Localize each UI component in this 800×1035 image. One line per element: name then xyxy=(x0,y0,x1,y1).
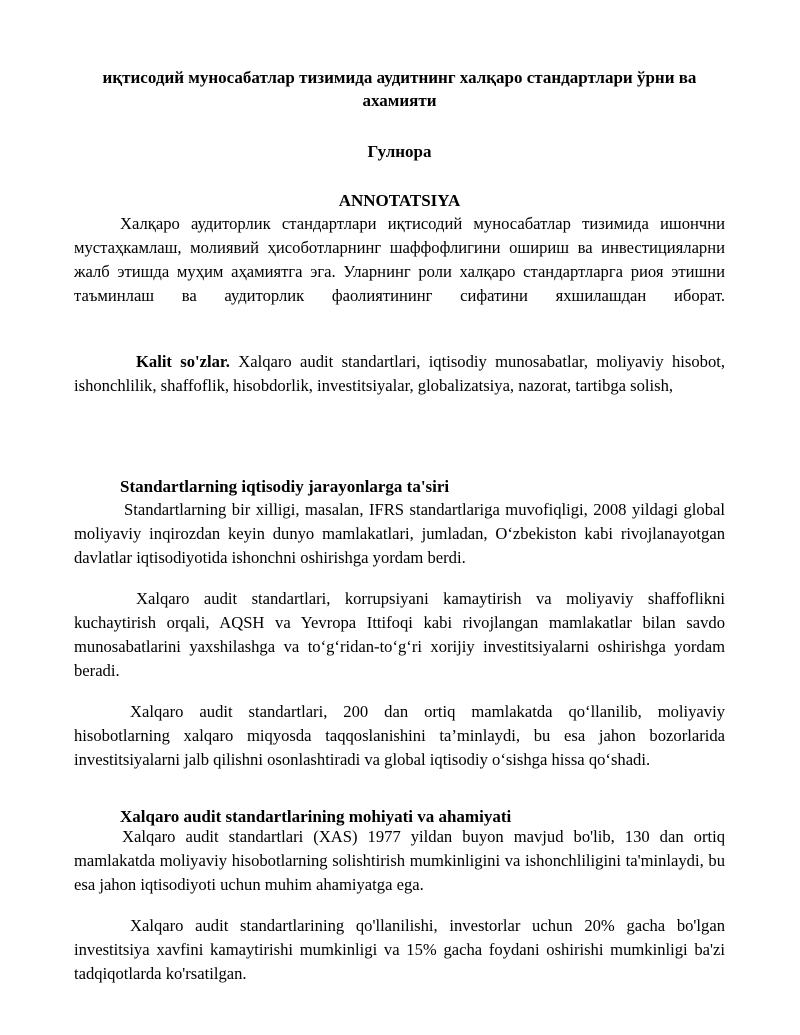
section-heading-1: Standartlarning iqtisodiy jarayonlarga ta'siri xyxy=(120,477,450,496)
author-name: Гулнора xyxy=(367,142,432,161)
annotation-heading: ANNOTATSIYA xyxy=(338,191,461,210)
document-title: иқтисодий муносабатлар тизимида аудитнинг халқаро стандартлари ўрни ва ахамияти xyxy=(102,68,697,110)
section2-paragraph-1: Xalqaro audit standartlari (XAS) 1977 yildan buyon mavjud bo'lib, 130 dan ortiq mamlakatda moliyaviy hisobotlarning solishtirish mumkinligini va ishonchliligini ta'minlaydi, bu esa jahon iqtisodiyoti uchun muhim ahamiyatga ega. xyxy=(74,827,725,894)
section1-paragraph-1: Standartlarning bir xilligi, masalan, IFRS standartlariga muvofiqligi, 2008 yildagi global moliyaviy inqirozdan keyin dunyo mamlakatlari, jumladan, O‘zbekiston kabi rivojlanayotgan davlatlar iqtisodiyotida ishonchni oshirishga yordam berdi. xyxy=(74,500,725,567)
section-heading-2: Xalqaro audit standartlarining mohiyati va ahamiyati xyxy=(120,807,512,826)
keywords-paragraph xyxy=(74,350,725,398)
annotation-paragraph: Халқаро аудиторлик стандартлари иқтисодий муносабатлар тизимида ишончни мустаҳкамлаш, молиявий ҳисоботларнинг шаффофлигини ошириш ва инвестицияларни жалб этишда муҳим аҳамиятга эга. Уларнинг роли халқаро стандартларга риоя этишни таъминлаш ва аудиторлик фаолиятининг сифатини яхшилашдан иборат. xyxy=(74,214,725,305)
section1-paragraph-3: Xalqaro audit standartlari, 200 dan ortiq mamlakatda qo‘llanilib, moliyaviy hisobotlarning xalqaro miqyosda taqqoslanishini ta’minlaydi, bu esa jahon bozorlarida investitsiyalarni jalb qilishni osonlashtiradi va global iqtisodiy o‘sishga hissa qo‘shadi. xyxy=(74,702,725,769)
keywords-text: Xalqaro audit standartlari, iqtisodiy munosabatlar, moliyaviy hisobot, ishonchlilik, shaffoflik, hisobdorlik, investitsiyalar, globalizatsiya, nazorat, tartibga solish, xyxy=(74,352,725,395)
keywords-label: Kalit so'zlar. xyxy=(136,352,230,371)
section1-paragraph-2: Xalqaro audit standartlari, korrupsiyani kamaytirish va moliyaviy shaffoflikni kuchaytirish orqali, AQSH va Yevropa Ittifoqi kabi rivojlangan mamlakatlar bilan savdo munosabatlarini yaxshilashga va to‘g‘ridan-to‘g‘ri xorijiy investitsiyalarni oshirishga yordam beradi. xyxy=(74,589,725,680)
section2-paragraph-2: Xalqaro audit standartlarining qo'llanilishi, investorlar uchun 20% gacha bo'lgan investitsiya xavfini kamaytirishi mumkinligi va 15% gacha foydani oshirishi mumkinligi ba'zi tadqiqotlarda ko'rsatilgan. xyxy=(74,916,725,983)
